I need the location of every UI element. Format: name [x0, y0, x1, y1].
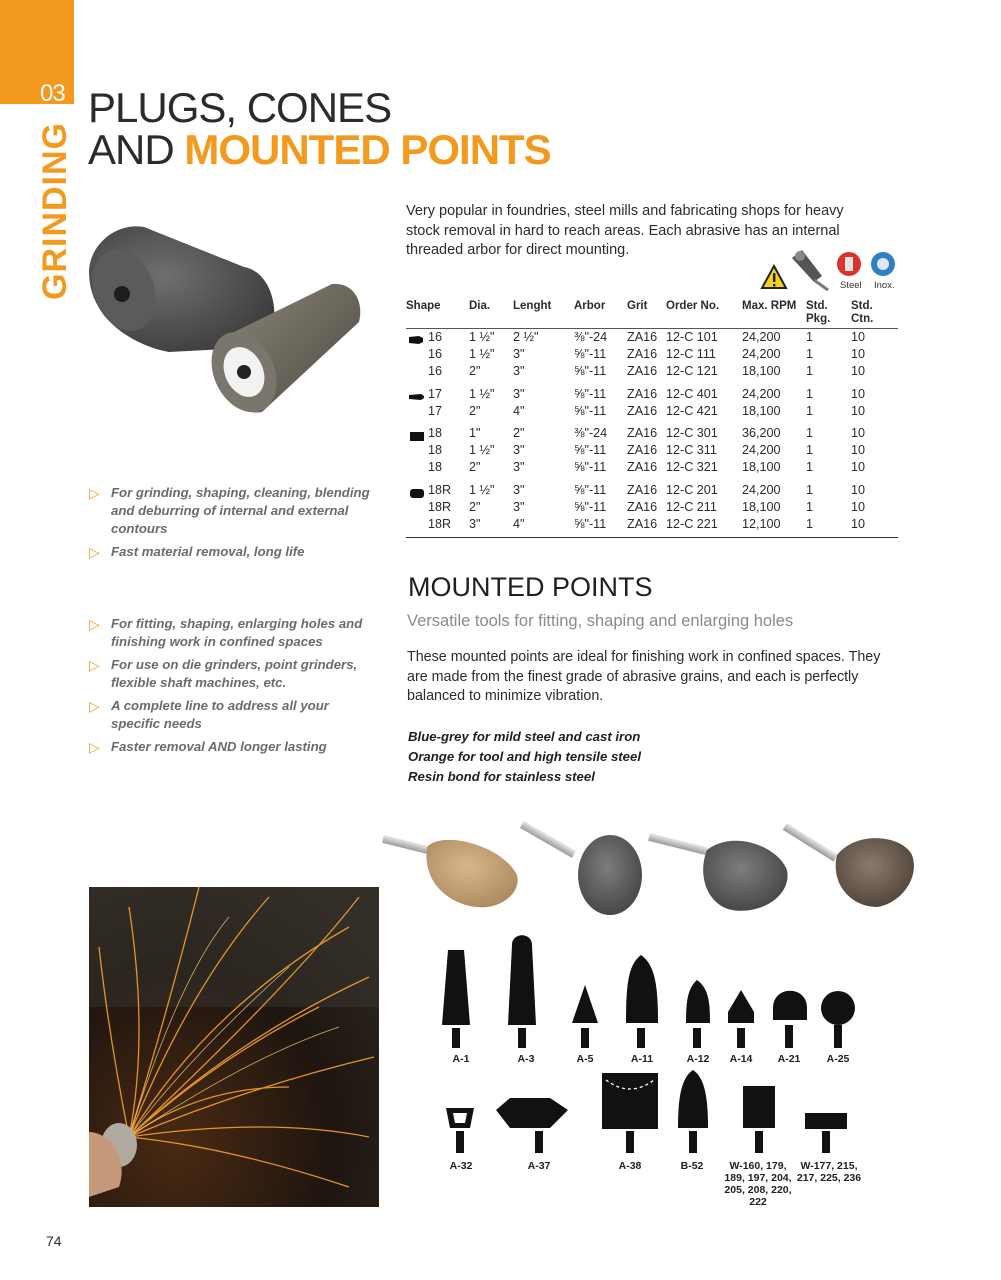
- table-cell: [851, 363, 898, 380]
- cell-value: 3": [513, 364, 525, 379]
- shape-label: A-5: [576, 1053, 594, 1065]
- bullet-arrow-icon: ▷: [89, 616, 100, 632]
- shape-label: A-32: [449, 1160, 473, 1172]
- cell-value: 16: [428, 330, 443, 344]
- table-header-cell: Order No.: [666, 300, 720, 312]
- table-cell: [513, 477, 574, 499]
- table-bottom-rule: [406, 537, 898, 538]
- mounted-points-photo: [382, 815, 922, 920]
- table-cell: [469, 346, 513, 363]
- bullet-item: [89, 484, 386, 538]
- cell-value: 10: [851, 499, 866, 514]
- page-title-line2: [88, 128, 551, 172]
- cell-value: ⅜"-24: [574, 426, 608, 441]
- steel-icon: [837, 252, 861, 276]
- cell-value: ZA16: [627, 330, 658, 344]
- cell-value: 18,100: [742, 403, 781, 418]
- cell-value: 12-C 311: [666, 443, 717, 458]
- shape-label: W-160, 179, 189, 197, 204, 205, 208, 220, 222: [724, 1160, 792, 1208]
- table-cell: [851, 420, 898, 442]
- table-cell: [806, 403, 851, 420]
- cell-value: 1 ½": [469, 386, 495, 401]
- shape-a1: [442, 950, 470, 1025]
- table-cell: [742, 363, 806, 380]
- table-cell: [513, 329, 574, 347]
- cell-value: ⅜"-24: [574, 330, 608, 344]
- table-cell: [574, 459, 627, 476]
- cell-value: 4": [513, 403, 525, 418]
- table-cell: [574, 420, 627, 442]
- bullet-item: [89, 697, 381, 733]
- table-cell: [742, 346, 806, 363]
- cell-value: 12-C 111: [666, 347, 716, 362]
- cell-value: 12-C 211: [666, 499, 717, 514]
- cell-value: 10: [851, 403, 866, 418]
- bullets-mid: [89, 615, 381, 761]
- table-header-cell: Dia.: [469, 300, 491, 312]
- table-cell: [406, 420, 469, 442]
- cell-value: ⅝"-11: [574, 347, 607, 362]
- shape-label: A-1: [452, 1053, 470, 1065]
- cell-value: 12,100: [742, 517, 781, 532]
- table-cell: [806, 329, 851, 347]
- table-cell: [851, 381, 898, 403]
- table-cell: [574, 516, 627, 533]
- specs-table: [406, 300, 898, 533]
- mounted-points-subtitle: Versatile tools for fitting, shaping and enlarging holes: [407, 612, 794, 630]
- grinding-sparks-photo: [89, 887, 379, 1207]
- table-cell: [742, 477, 806, 499]
- cell-value: 18R: [428, 482, 452, 497]
- cell-value: 18: [428, 443, 443, 458]
- bullet-item: [89, 656, 381, 692]
- table-cell: [406, 442, 469, 459]
- cell-value: 18: [428, 460, 443, 475]
- table-header-cell: Shape: [406, 300, 441, 312]
- table-cell: [513, 442, 574, 459]
- cell-value: 12-C 421: [666, 403, 718, 418]
- table-cell: [806, 459, 851, 476]
- cell-value: 17: [428, 403, 443, 418]
- inox-icon: [871, 252, 895, 276]
- table-cell: [666, 363, 742, 380]
- bullet-arrow-icon: ▷: [89, 657, 100, 673]
- cell-value: 16: [428, 347, 443, 362]
- cell-value: 1: [806, 443, 814, 458]
- cell-value: 1: [806, 347, 814, 362]
- cell-value: 17: [428, 386, 443, 401]
- cell-value: 12-C 121: [666, 364, 718, 379]
- table-cell: [666, 329, 742, 347]
- bullet-text: A complete line to address all your specific needs: [111, 698, 329, 731]
- shape-a3: [508, 935, 536, 1025]
- table-header-cell: Std. Pkg.: [806, 300, 831, 325]
- table-cell: [574, 442, 627, 459]
- cell-value: 3": [513, 460, 525, 475]
- table-cell: [469, 459, 513, 476]
- cell-value: 24,200: [742, 330, 781, 344]
- cell-value: 1: [806, 330, 814, 344]
- table-cell: [742, 381, 806, 403]
- bullet-text: For use on die grinders, point grinders, flexible shaft machines, etc.: [111, 657, 358, 690]
- shape-a21: [773, 991, 807, 1020]
- table-cell: [806, 363, 851, 380]
- cell-value: ZA16: [627, 364, 658, 379]
- cell-value: 1: [806, 517, 814, 532]
- table-cell: [742, 329, 806, 347]
- cell-value: 24,200: [742, 386, 781, 401]
- shape-a11: [626, 955, 658, 1023]
- table-cell: [742, 420, 806, 442]
- table-cell: [406, 363, 469, 380]
- cell-value: 24,200: [742, 443, 781, 458]
- cell-value: 3": [513, 499, 525, 514]
- cell-value: ⅝"-11: [574, 460, 607, 475]
- color-note: Orange for tool and high tensile steel: [408, 749, 642, 764]
- table-row: [406, 329, 898, 347]
- page-number: 74: [46, 1233, 62, 1249]
- warning-icon: [760, 264, 788, 290]
- cell-value: 1: [806, 403, 814, 418]
- mounted-points-title: MOUNTED POINTS: [408, 572, 653, 602]
- cell-value: ZA16: [627, 482, 658, 497]
- cell-value: 3": [469, 517, 481, 532]
- cell-value: ZA16: [627, 460, 658, 475]
- cell-value: ⅝"-11: [574, 403, 607, 418]
- table-cell: [513, 381, 574, 403]
- shape-label: A-25: [826, 1053, 850, 1065]
- cell-value: ZA16: [627, 443, 658, 458]
- shape-label: A-38: [618, 1160, 642, 1172]
- table-cell: [627, 442, 666, 459]
- table-cell: [851, 329, 898, 347]
- table-cell: [627, 459, 666, 476]
- table-cell: [513, 516, 574, 533]
- table-row: [406, 477, 898, 499]
- plugs-cones-photo: [84, 212, 384, 442]
- cell-value: 3": [513, 443, 525, 458]
- table-cell: [513, 420, 574, 442]
- cell-value: ZA16: [627, 347, 658, 362]
- cell-value: 10: [851, 426, 866, 441]
- table-cell: [666, 346, 742, 363]
- table-cell: [469, 499, 513, 516]
- bullet-text: Fast material removal, long life: [111, 544, 305, 559]
- table-cell: [469, 329, 513, 347]
- shape-label: A-37: [527, 1160, 551, 1172]
- cell-value: 1: [806, 426, 814, 441]
- grinder-tool-icon: [788, 248, 834, 292]
- cell-value: ZA16: [627, 403, 658, 418]
- table-cell: [513, 459, 574, 476]
- title-prefix: AND: [88, 126, 185, 173]
- table-cell: [806, 477, 851, 499]
- cell-value: 1: [806, 460, 814, 475]
- cell-value: 1: [806, 499, 814, 514]
- table-header-cell: Std. Ctn.: [851, 300, 874, 325]
- bullet-item: [89, 615, 381, 651]
- cell-value: 12-C 201: [666, 482, 718, 497]
- table-cell: [806, 381, 851, 403]
- table-cell: [851, 477, 898, 499]
- table-cell: [742, 499, 806, 516]
- table-cell: [627, 403, 666, 420]
- table-cell: [574, 477, 627, 499]
- shape-a5: [572, 985, 598, 1023]
- table-cell: [574, 499, 627, 516]
- cell-value: 36,200: [742, 426, 781, 441]
- table-cell: [469, 403, 513, 420]
- cell-value: ZA16: [627, 499, 658, 514]
- table-header-row: [406, 300, 898, 329]
- cell-value: 2": [513, 426, 525, 441]
- shape-silhouettes-row1: [440, 930, 860, 1055]
- shape-label: A-11: [630, 1053, 654, 1065]
- cell-value: 12-C 321: [666, 460, 718, 475]
- cell-value: 2": [469, 460, 481, 475]
- cell-value: ZA16: [627, 517, 658, 532]
- cell-value: 18,100: [742, 499, 781, 514]
- table-cell: [666, 477, 742, 499]
- table-cell: [742, 403, 806, 420]
- cell-value: ⅝"-11: [574, 443, 607, 458]
- cell-value: 10: [851, 482, 866, 497]
- table-cell: [627, 329, 666, 347]
- color-notes: [408, 727, 641, 787]
- cell-value: 1: [806, 364, 814, 379]
- cell-value: 1: [806, 482, 814, 497]
- shape-a25: [821, 991, 855, 1025]
- table-cell: [469, 477, 513, 499]
- table-row: [406, 516, 898, 533]
- bullet-arrow-icon: ▷: [89, 739, 100, 755]
- shape-silhouettes-row2: [440, 1068, 860, 1160]
- table-cell: [851, 346, 898, 363]
- bullet-text: For grinding, shaping, cleaning, blending and deburring of internal and external contours: [111, 485, 370, 536]
- page-title-line1: PLUGS, CONES: [88, 84, 392, 131]
- cell-value: ⅝"-11: [574, 517, 607, 532]
- table-cell: [806, 499, 851, 516]
- steel-label: Steel: [840, 280, 862, 291]
- bullets-top: [89, 484, 386, 566]
- table-cell: [574, 403, 627, 420]
- shape-a12: [686, 980, 710, 1023]
- table-cell: [742, 442, 806, 459]
- table-row: [406, 442, 898, 459]
- table-cell: [406, 459, 469, 476]
- table-header-cell: Max. RPM: [742, 300, 797, 312]
- table-cell: [406, 381, 469, 403]
- table-cell: [666, 420, 742, 442]
- table-cell: [806, 346, 851, 363]
- table-row: [406, 403, 898, 420]
- cell-value: ⅝"-11: [574, 364, 607, 379]
- table-cell: [469, 363, 513, 380]
- cell-value: ZA16: [627, 426, 658, 441]
- shape-label: W-177, 215, 217, 225, 236: [796, 1160, 862, 1184]
- cell-value: 10: [851, 330, 866, 344]
- table-row: [406, 381, 898, 403]
- table-cell: [627, 346, 666, 363]
- bullet-text: For fitting, shaping, enlarging holes and finishing work in confined spaces: [111, 616, 363, 649]
- cell-value: 2": [469, 403, 481, 418]
- table-header-cell: Arbor: [574, 300, 606, 312]
- cell-value: 10: [851, 443, 866, 458]
- cell-value: 3": [513, 482, 525, 497]
- table-cell: [574, 381, 627, 403]
- color-note: Resin bond for stainless steel: [408, 769, 595, 784]
- table-row: [406, 420, 898, 442]
- table-cell: [806, 442, 851, 459]
- cell-value: 10: [851, 347, 866, 362]
- table-cell: [406, 499, 469, 516]
- inox-label: Inox.: [874, 280, 895, 291]
- cell-value: 18,100: [742, 364, 781, 379]
- cell-value: 1 ½": [469, 482, 495, 497]
- cell-value: 1": [469, 426, 481, 441]
- table-cell: [851, 442, 898, 459]
- bullet-arrow-icon: ▷: [89, 544, 100, 560]
- cell-value: ⅝"-11: [574, 482, 607, 497]
- bullet-arrow-icon: ▷: [89, 485, 100, 501]
- cell-value: 10: [851, 364, 866, 379]
- table-cell: [513, 403, 574, 420]
- cell-value: 16: [428, 364, 443, 379]
- table-cell: [406, 403, 469, 420]
- cell-value: 18: [428, 426, 443, 441]
- table-cell: [627, 381, 666, 403]
- shape-a14: [728, 990, 754, 1023]
- table-cell: [627, 363, 666, 380]
- table-cell: [627, 516, 666, 533]
- table-cell: [742, 516, 806, 533]
- section-side-label: GRINDING: [36, 122, 74, 300]
- intro-paragraph: Very popular in foundries, steel mills and fabricating shops for heavy stock removal in hard to reach areas. Each abrasive has an internal threaded arbor for direct mounting.: [406, 203, 844, 258]
- table-cell: [513, 346, 574, 363]
- cell-value: 3": [513, 347, 525, 362]
- table-cell: [513, 499, 574, 516]
- cell-value: 10: [851, 386, 866, 401]
- table-cell: [406, 329, 469, 347]
- cell-value: 3": [513, 386, 525, 401]
- table-cell: [666, 403, 742, 420]
- table-cell: [627, 477, 666, 499]
- table-cell: [666, 442, 742, 459]
- cell-value: 18,100: [742, 460, 781, 475]
- table-row: [406, 499, 898, 516]
- cell-value: ⅝"-11: [574, 499, 607, 514]
- cell-value: 24,200: [742, 482, 781, 497]
- shape-w177: [805, 1113, 847, 1129]
- cell-value: 1 ½": [469, 443, 495, 458]
- table-cell: [806, 420, 851, 442]
- shape-label: A-21: [777, 1053, 801, 1065]
- cell-value: 1 ½": [469, 347, 495, 362]
- cell-value: 10: [851, 517, 866, 532]
- table-cell: [469, 442, 513, 459]
- shape-a38: [602, 1073, 658, 1129]
- cell-value: ⅝"-11: [574, 386, 607, 401]
- cell-value: 12-C 221: [666, 517, 718, 532]
- table-row: [406, 346, 898, 363]
- table-cell: [627, 420, 666, 442]
- color-note: Blue-grey for mild steel and cast iron: [408, 729, 641, 744]
- table-cell: [851, 499, 898, 516]
- table-cell: [666, 459, 742, 476]
- cell-value: 24,200: [742, 347, 781, 362]
- shape-label: B-52: [680, 1160, 704, 1172]
- table-cell: [406, 346, 469, 363]
- bullet-item: [89, 543, 386, 561]
- table-cell: [806, 516, 851, 533]
- table-cell: [574, 363, 627, 380]
- table-cell: [742, 459, 806, 476]
- title-accent: MOUNTED POINTS: [184, 126, 551, 173]
- table-cell: [469, 516, 513, 533]
- cell-value: 2": [469, 364, 481, 379]
- cell-value: 18R: [428, 499, 452, 514]
- table-cell: [513, 363, 574, 380]
- bullet-arrow-icon: ▷: [89, 698, 100, 714]
- shape-label: A-14: [729, 1053, 753, 1065]
- table-cell: [406, 477, 469, 499]
- mounted-points-body: These mounted points are ideal for finishing work in confined spaces. They are made from the finest grade of abrasive grains, and each is perfectly balanced to minimize vibration.: [407, 649, 881, 705]
- table-row: [406, 363, 898, 380]
- shape-a37: [496, 1098, 568, 1128]
- cell-value: 1 ½": [469, 330, 495, 344]
- table-cell: [574, 346, 627, 363]
- table-cell: [851, 403, 898, 420]
- table-cell: [469, 420, 513, 442]
- cell-value: 4": [513, 517, 525, 532]
- table-cell: [851, 516, 898, 533]
- bullet-text: Faster removal AND longer lasting: [111, 739, 327, 754]
- cell-value: 2": [469, 499, 481, 514]
- cell-value: 12-C 101: [666, 330, 718, 344]
- table-cell: [666, 516, 742, 533]
- cell-value: 1: [806, 386, 814, 401]
- table-cell: [851, 459, 898, 476]
- cell-value: 10: [851, 460, 866, 475]
- table-cell: [574, 329, 627, 347]
- section-number: 03: [40, 80, 65, 107]
- table-row: [406, 459, 898, 476]
- table-cell: [406, 516, 469, 533]
- shape-label: A-12: [686, 1053, 710, 1065]
- cell-value: ZA16: [627, 386, 658, 401]
- table-cell: [666, 499, 742, 516]
- cell-value: 12-C 401: [666, 386, 718, 401]
- cell-value: 18R: [428, 517, 452, 532]
- table-cell: [627, 499, 666, 516]
- shape-b52: [678, 1070, 708, 1128]
- cell-value: 2 ½": [513, 330, 539, 344]
- table-header-cell: Grit: [627, 300, 648, 312]
- shape-w160: [743, 1086, 775, 1128]
- bullet-item: [89, 738, 381, 756]
- cell-value: 12-C 301: [666, 426, 718, 441]
- shape-label: A-3: [517, 1053, 535, 1065]
- table-header-cell: Lenght: [513, 300, 552, 312]
- table-cell: [666, 381, 742, 403]
- table-cell: [469, 381, 513, 403]
